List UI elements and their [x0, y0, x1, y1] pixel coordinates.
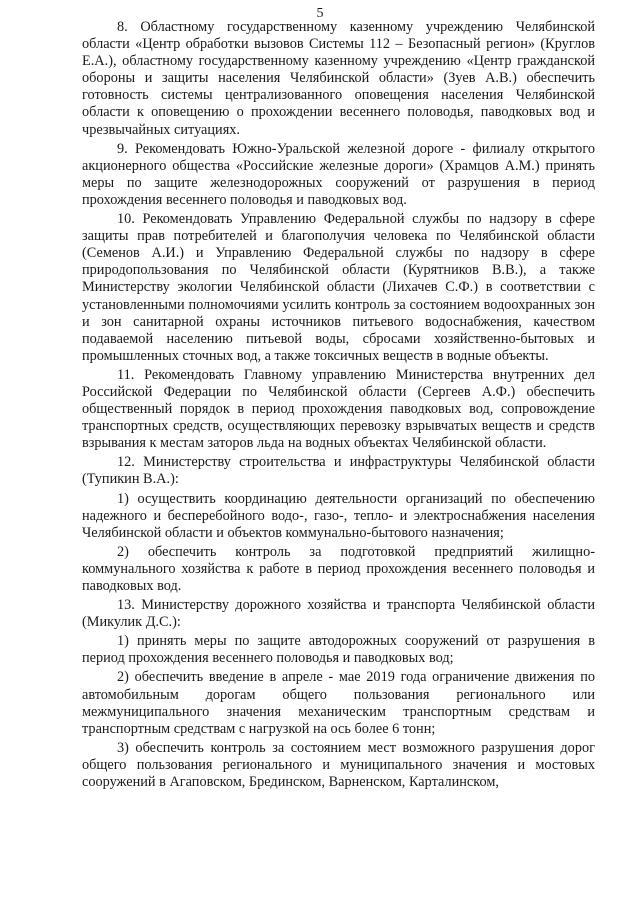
paragraph-12: 12. Министерству строительства и инфраструктуры Челябинской области (Тупикин В.А.):: [82, 454, 595, 488]
paragraph-13: 13. Министерству дорожного хозяйства и транспорта Челябинской области (Микулик Д.С.):: [82, 597, 595, 631]
paragraph-9: 9. Рекомендовать Южно-Уральской железной дороге - филиалу открытого акционерного общества «Российские железные дороги» (Храмцов А.М.) принять меры по защите железнодорожных сооружений от разрушения в период прохождения весеннего половодья и паводковых вод.: [82, 140, 595, 208]
paragraph-13-item-1: 1) принять меры по защите автодорожных сооружений от разрушения в период прохождения весеннего половодья и паводковых вод;: [82, 633, 595, 667]
document-body: [82, 19, 595, 793]
paragraph-11: 11. Рекомендовать Главному управлению Министерства внутренних дел Российской Федерации по Челябинской области (Сергеев А.Ф.) обеспечить общественный порядок в период прохождения паводковых вод, сопровождение транспортных средств, осуществляющих перевозку взрывчатых веществ и средств взрывания к местам заторов льда на водных объектах Челябинской области.: [82, 366, 595, 452]
paragraph-10: 10. Рекомендовать Управлению Федеральной службы по надзору в сфере защиты прав потребителей и благополучия человека по Челябинской области (Семенов А.И.) и Управлению Федеральной службы по надзору в сфере природопользования по Челябинской области (Курятников В.В.), а также Министерству экологии Челябинской области (Лихачев С.Ф.) в соответствии с установленными полномочиями усилить контроль за состоянием водоохранных зон и зон санитарной охраны источников питьевого водоснабжения, качеством подаваемой населению питьевой воды, сбросами хозяйственно-бытовых и промышленных сточных вод, а также токсичных веществ в водные объекты.: [82, 211, 595, 364]
paragraph-13-item-2: 2) обеспечить введение в апреле - мае 2019 года ограничение движения по автомобильным дорогам общего пользования регионального или межмуниципального значения механическим транспортным средствам и транспортным средствам с нагрузкой на ось более 6 тонн;: [82, 669, 595, 737]
page-number: 5: [316, 6, 324, 21]
paragraph-12-item-1: 1) осуществить координацию деятельности организаций по обеспечению надежного и бесперебойного водо-, газо-, тепло- и электроснабжения населения Челябинской области и объектов коммунально-бытового назначения;: [82, 490, 595, 541]
paragraph-8: 8. Областному государственному казенному учреждению Челябинской области «Центр обработки вызовов Системы 112 – Безопасный регион» (Круглов Е.А.), областному государственному казенному учреждению «Центр гражданской обороны и защиты населения Челябинской области» (Зуев А.В.) обеспечить готовность системы централизованного оповещения населения Челябинской области к оповещению о прохождении весеннего половодья, паводковых вод и чрезвычайных ситуациях.: [82, 19, 595, 138]
paragraph-13-item-3: 3) обеспечить контроль за состоянием мест возможного разрушения дорог общего пользования регионального и муниципального значения и мостовых сооружений в Агаповском, Брединском, Варненском, Карталинском,: [82, 739, 595, 791]
paragraph-12-item-2: 2) обеспечить контроль за подготовкой предприятий жилищно-коммунального хозяйства к работе в период прохождения весеннего половодья и паводковых вод.: [82, 543, 595, 594]
